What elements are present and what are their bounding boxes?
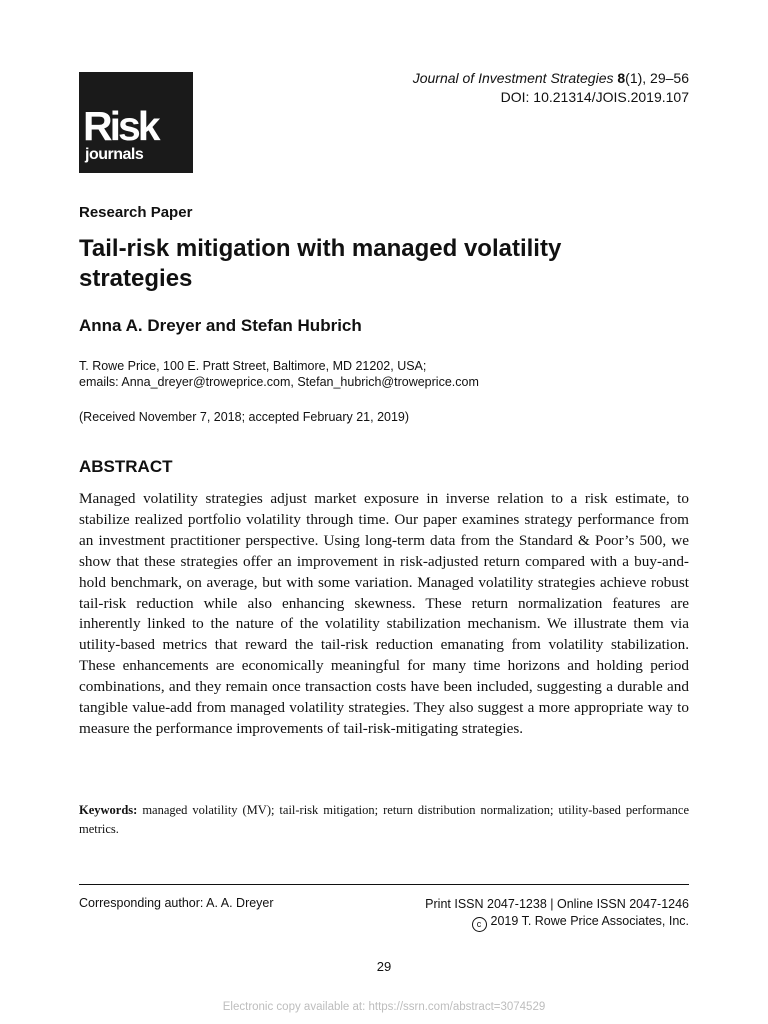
keywords-label: Keywords: [79, 803, 138, 817]
keywords-text: managed volatility (MV); tail-risk mitigation; return distribution normalization; utility-based performance metrics. [79, 803, 690, 836]
journal-citation [413, 69, 689, 107]
electronic-copy-notice: Electronic copy available at: https://ssrn.com/abstract=3074529 [222, 1001, 546, 1013]
copyright-text: 2019 T. Rowe Price Associates, Inc. [490, 914, 689, 928]
keywords [79, 801, 689, 839]
paper-title: Tail-risk mitigation with managed volatility strategies [79, 235, 562, 292]
journal-name: Journal of Investment Strategies [412, 70, 614, 86]
received-dates: (Received November 7, 2018; accepted February 21, 2019) [79, 410, 410, 424]
abstract-text: Managed volatility strategies adjust market exposure in inverse relation to a risk estimate, to stabilize realized portfolio volatility through time. Our paper examines strategy performance from an investment practitioner perspective. Using long-term data from the Standard & Poor’s 500, we show that these strategies offer an improvement in risk-adjusted return compared with a buy-and-hold benchmark, on average, but with some variation. Managed volatility strategies achieve robust tail-risk reduction while also enhancing skewness. These return normalization features are inherently linked to the nature of the volatility stabilization mechanism. We illustrate them via utility-based metrics that reward the tail-risk reduction emanating from volatility stabilization. These enhancements are economically meaningful for many time horizons and holding period combinations, and they remain once transaction costs have been included, suggesting a durable and tangible value-add from managed volatility strategies. They also suggest a more appropriate way to measure the performance improvements of tail-risk-mitigating strategies. [79, 490, 689, 737]
issn-copyright [425, 896, 689, 932]
affiliation-emails: emails: Anna_dreyer@troweprice.com, Stefan_hubrich@troweprice.com [79, 375, 479, 389]
paper-authors: Anna A. Dreyer and Stefan Hubrich [79, 316, 362, 335]
journal-volume: 8 [617, 70, 626, 86]
journal-citation-line [413, 69, 689, 88]
journal-issue-pages: (1), 29–56 [625, 70, 689, 86]
copyright-line [425, 913, 689, 932]
journal-doi: DOI: 10.21314/JOIS.2019.107 [500, 89, 689, 105]
footer-divider [79, 884, 689, 885]
page-number: 29 [376, 959, 392, 974]
corresponding-author: Corresponding author: A. A. Dreyer [79, 896, 274, 910]
logo-line-1: Risk [83, 103, 158, 149]
paper-type: Research Paper [79, 204, 193, 221]
logo-line-2: journals [85, 146, 144, 163]
risk-journals-logo [79, 72, 193, 173]
copyright-icon: c [472, 917, 487, 932]
issn-line: Print ISSN 2047-1238 | Online ISSN 2047-1246 [425, 897, 689, 911]
abstract-heading: ABSTRACT [79, 457, 173, 476]
affiliation-address: T. Rowe Price, 100 E. Pratt Street, Baltimore, MD 21202, USA; [79, 359, 427, 373]
affiliation [79, 358, 479, 390]
